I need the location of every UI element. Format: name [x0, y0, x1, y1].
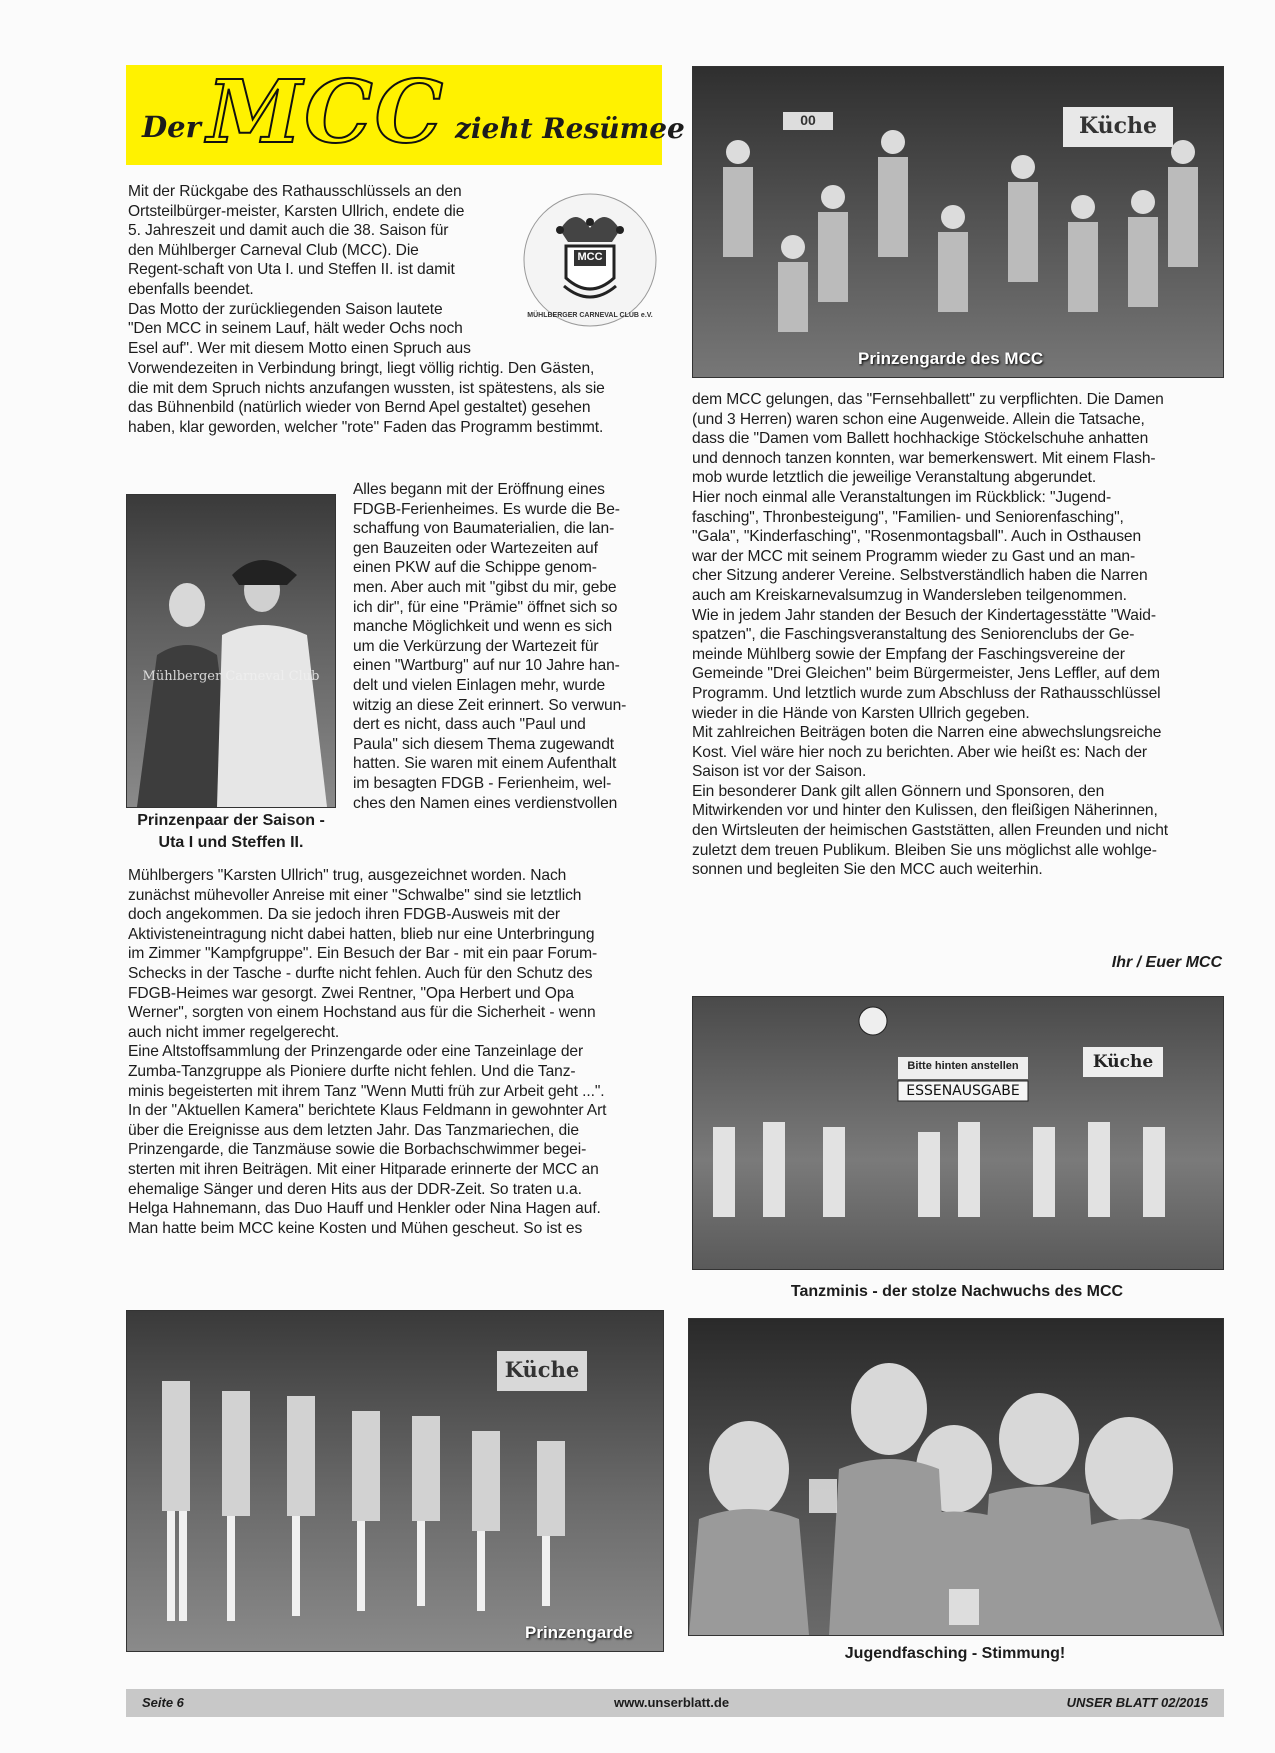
sign-kueche: Küche — [1078, 113, 1158, 139]
text-line: FDGB-Heimes war gesorgt. Zwei Rentner, "Opa Herbert und Opa — [128, 984, 574, 1002]
text-line: In der "Aktuellen Kamera" berichtete Klaus Feldmann in gewohnter Art — [128, 1102, 607, 1120]
text-line: Alles begann mit der Eröffnung eines — [353, 481, 605, 498]
text-line: gen Bauzeiten oder Wartezeiten auf — [353, 539, 598, 557]
text-line: Kost. Viel wäre hier noch zu berichten. Aber wie heißt es: Nach der — [692, 743, 1147, 761]
text-line: Esel auf". Wer mit diesem Motto einen Spruch aus — [128, 339, 471, 357]
text-line: Mit zahlreichen Beiträgen boten die Narren eine abwechslungsreiche — [692, 724, 1162, 742]
text-line: um die Verkürzung der Wartezeit für — [353, 637, 599, 655]
text-line: zunächst mühevoller Anreise mit einer "Schwalbe" sind sie letztlich — [128, 886, 582, 904]
text-line: einen PKW auf die Schippe genom- — [353, 559, 597, 577]
text-line: Ein besonderer Dank gilt allen Gönnern und Sponsoren, den — [692, 782, 1105, 800]
text-line: sonnen und begleiten Sie den MCC auch weiterhin. — [692, 861, 1043, 879]
photo-prinzengarde-bottom — [126, 1310, 664, 1652]
headline-mcc: MCC — [207, 62, 446, 163]
text-line: Gemeinde "Drei Gleichen" beim Bürgermeister, Jens Leffler, auf dem — [692, 665, 1160, 683]
photo-prinzengarde-top — [692, 66, 1224, 378]
text-line: das Bühnenbild (natürlich wieder von Bernd Apel gestaltet) gesehen — [128, 399, 591, 417]
text-line: ich dir", für eine "Prämie" öffnet sich so — [353, 598, 618, 616]
logo-text: MCC — [577, 251, 603, 263]
caption-prinzenpaar — [126, 810, 336, 854]
text-line: men. Aber auch mit "gibst du mir, gebe — [353, 578, 617, 596]
text-line: Helga Hahnemann, das Duo Hauff und Henkler oder Nina Hagen auf. — [128, 1200, 601, 1218]
text-line: Das Motto der zurückliegenden Saison lautete — [128, 300, 443, 318]
photo-tanzminis — [692, 996, 1224, 1270]
article-block-2 — [353, 480, 664, 813]
text-line: den Wirtsleuten der heimischen Gaststätten, allen Freunden und nicht — [692, 822, 1169, 840]
text-line: auch am Kreiskarnevalsumzug in Wandersleben teilgenommen. — [692, 586, 1127, 604]
text-line: spatzen", die Faschingsveranstaltung des Seniorenclubs der Ge- — [692, 626, 1135, 644]
logo-ring-text: MÜHLBERGER CARNEVAL CLUB e.V. — [527, 312, 653, 319]
text-line: delt und vielen Einlagen mehr, wurde — [353, 676, 606, 694]
text-line: Vorwendezeiten in Verbindung bringt, liegt völlig richtig. Den Gästen, — [128, 360, 595, 377]
sign-kueche: Küche — [504, 1357, 580, 1382]
text-line: haben, klar geworden, welcher "rote" Faden das Programm bestimmt. — [128, 418, 604, 436]
text-line: einen "Wartburg" auf nur 10 Jahre han- — [353, 657, 620, 675]
text-line: zuletzt dem treuen Publikum. Bleiben Sie uns möglichst alle wohlge- — [692, 841, 1157, 859]
text-line: 5. Jahreszeit und damit auch die 38. Saison für — [128, 222, 449, 240]
text-line: doch angekommen. Da sie jedoch ihren FDGB-Ausweis mit der — [128, 906, 560, 924]
text-line: Saison ist vor der Saison. — [692, 763, 867, 781]
text-line: "Gala", "Kinderfasching", "Rosenmontagsball". Auch in Osthausen — [692, 528, 1142, 546]
text-line: dem MCC gelungen, das "Fernsehballett" zu verpflichten. Die Damen — [692, 391, 1164, 408]
page-footer — [126, 1689, 1224, 1717]
text-line: über die Ereignisse aus dem letzten Jahr. Das Tanzmariechen, die — [128, 1121, 579, 1139]
mcc-logo — [520, 190, 660, 330]
text-line: FDGB-Ferienheimes. Es wurde die Be- — [353, 500, 620, 518]
text-line: (und 3 Herren) waren schon eine Augenweide. Allein die Tatsache, — [692, 410, 1145, 428]
text-line: dert es nicht, dass auch "Paul und — [353, 716, 586, 734]
sign-queue: Bitte hinten anstellen — [907, 1060, 1019, 1072]
headline-prefix: Der — [142, 110, 201, 144]
text-line: Ortsteilbürger-meister, Karsten Ullrich, endete die — [128, 202, 465, 220]
text-line: hatten. Sie waren mit einem Aufenthalt — [353, 755, 617, 773]
text-line: auch nicht immer regelgerecht. — [128, 1023, 340, 1041]
caption-prinzengarde-bottom: Prinzengarde — [525, 1623, 633, 1642]
text-line: ebenfalls beendet. — [128, 280, 254, 298]
text-line: sterten mit ihren Beiträgen. Mit einer Hitparade erinnerte der MCC an — [128, 1160, 599, 1178]
text-line: ches den Namen eines verdienstvollen — [353, 794, 618, 812]
text-line: den Mühlberger Carneval Club (MCC). Die — [128, 241, 419, 259]
sign-number: 00 — [800, 112, 816, 128]
text-line: Mit der Rückgabe des Rathausschlüssels an den — [128, 183, 462, 200]
sign-kueche: Küche — [1092, 1052, 1154, 1072]
page-number: Seite 6 — [142, 1695, 184, 1710]
text-line: minis begeisterten mit ihrem Tanz "Wenn Mutti früh zur Arbeit geht ...". — [128, 1082, 605, 1100]
photo-jugendfasching — [688, 1318, 1224, 1636]
text-line: Aktivisteneintragung nicht dabei hatten, blieb nur eine Unterbringung — [128, 925, 595, 943]
text-line: witzig an diese Zeit erinnert. So verwun- — [353, 696, 627, 714]
article-right-column — [692, 390, 1224, 880]
text-line: manche Möglichkeit und wenn es sich — [353, 618, 613, 636]
caption-tanzminis: Tanzminis - der stolze Nachwuchs des MCC — [790, 1283, 1124, 1300]
text-line: Hier noch einmal alle Veranstaltungen im Rückblick: "Jugend- — [692, 488, 1112, 506]
text-line: fasching", Thronbesteigung", "Familien- und Seniorenfasching", — [692, 508, 1124, 526]
text-line: meinde Mühlberg sowie der Empfang der Faschingsvereine der — [692, 645, 1125, 663]
text-line: "Den MCC in seinem Lauf, hält weder Ochs noch — [128, 320, 463, 338]
text-line: Mühlbergers "Karsten Ullrich" trug, ausgezeichnet worden. Nach — [128, 867, 567, 884]
article-block-1 — [128, 359, 664, 437]
text-line: schaffung von Baumaterialien, die lan- — [353, 520, 615, 538]
issue-label: UNSER BLATT 02/2015 — [1066, 1695, 1208, 1710]
text-line: im Zimmer "Kampfgruppe". Ein Besuch der Bar - mit ein paar Forum- — [128, 945, 598, 963]
text-line: dass die "Damen vom Ballett hochhackige Stöckelschuhe anhatten — [692, 430, 1149, 448]
headline-suffix: zieht Resümee — [455, 112, 685, 145]
text-line: und dennoch tanzen konnten, war bemerkenswert. Mit einem Flash- — [692, 449, 1156, 467]
text-line: ehemalige Sänger und deren Hits aus der DDR-Zeit. So traten u.a. — [128, 1180, 582, 1198]
text-line: Prinzengarde, die Tanzmäuse sowie die Borbachschwimmer begei- — [128, 1141, 587, 1159]
caption-line: Prinzenpaar der Saison - — [137, 812, 325, 829]
text-line: Regent-schaft von Uta I. und Steffen II. ist damit — [128, 261, 455, 279]
caption-prinzengarde-top: Prinzengarde des MCC — [858, 349, 1044, 368]
text-line: Man hatte beim MCC keine Kosten und Mühen gescheut. So ist es — [128, 1219, 583, 1237]
text-line: Programm. Und letztlich wurde zum Abschluss der Rathausschlüssel — [692, 684, 1161, 702]
text-line: Zumba-Tanzgruppe als Pioniere durfte nicht fehlen. Und die Tanz- — [128, 1062, 576, 1080]
caption-jugendfasching: Jugendfasching - Stimmung! — [844, 1645, 1066, 1662]
text-line: mob wurde letztlich die jeweilige Veranstaltung abgerundet. — [692, 469, 1097, 487]
article-intro — [128, 182, 514, 358]
text-line: war der MCC mit seinem Programm wieder zu Gast und an man- — [692, 547, 1136, 565]
photo-overlay-text: Mühlberger Carneval Club — [142, 669, 320, 684]
article-block-3 — [128, 866, 664, 1238]
text-line: Mitwirkenden vor und hinter den Kulissen, den fleißigen Näherinnen, — [692, 802, 1158, 820]
text-line: Schecks in der Tasche - durfte nicht fehlen. Auch für den Schutz des — [128, 964, 593, 982]
text-line: die mit dem Spruch nichts anzufangen wussten, ist spätestens, als sie — [128, 379, 605, 397]
caption-line: Uta I und Steffen II. — [158, 834, 304, 851]
sign-essenausgabe: ESSENAUSGABE — [906, 1083, 1020, 1099]
text-line: Wie in jedem Jahr standen der Besuch der Kindertagesstätte "Waid- — [692, 606, 1156, 624]
footer-url[interactable]: www.unserblatt.de — [614, 1695, 730, 1710]
text-line: cher Sitzung anderer Vereine. Selbstverständlich haben die Narren — [692, 567, 1148, 585]
text-line: Werner", sorgten von einem Hochstand aus für die Sicherheit - wenn — [128, 1004, 596, 1022]
text-line: wieder in die Hände von Karsten Ullrich gegeben. — [692, 704, 1030, 722]
signature: Ihr / Euer MCC — [1111, 954, 1222, 971]
photo-prinzenpaar — [126, 494, 336, 808]
text-line: Eine Altstoffsammlung der Prinzengarde oder eine Tanzeinlage der — [128, 1043, 584, 1061]
text-line: im besagten FDGB - Ferienheim, wel- — [353, 774, 612, 792]
text-line: Paula" sich diesem Thema zugewandt — [353, 735, 615, 753]
